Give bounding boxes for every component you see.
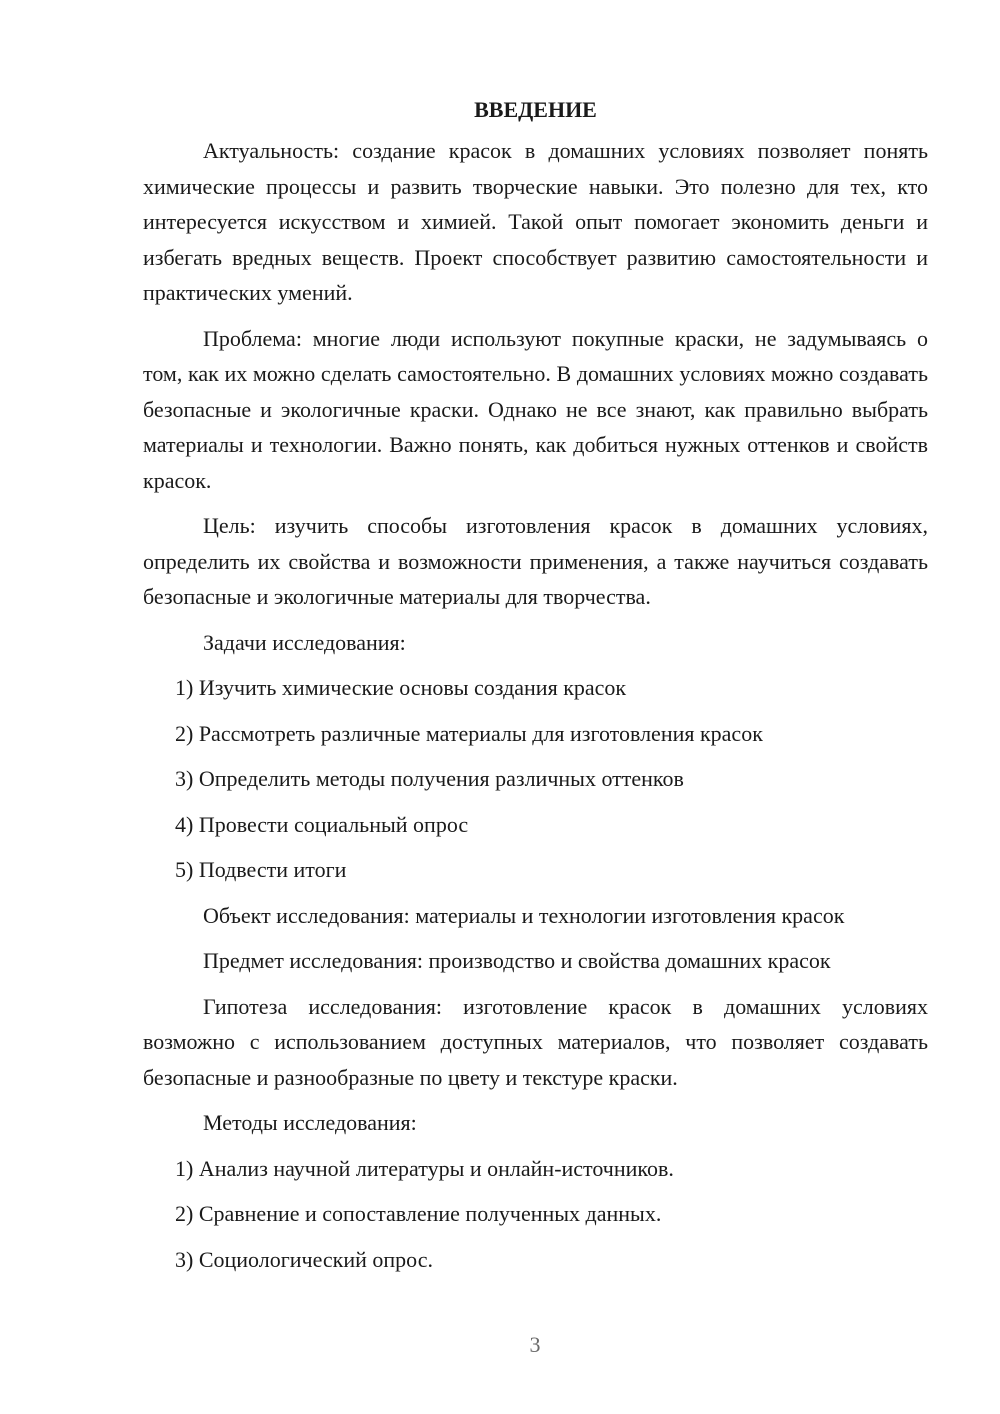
problem-paragraph: Проблема: многие люди используют покупные краски, не задумываясь о том, как их можно сделать самостоятельно. В домашних условиях можно создавать безопасные и экологичные краски. Однако не все знают, как правильно выбрать материалы и технологии. Важно понять, как добиться нужных оттенков и свойств красок. <box>143 325 928 493</box>
object-paragraph: Объект исследования: материалы и технологии изготовления красок <box>203 902 845 928</box>
list-item: 1) Изучить химические основы создания красок <box>175 675 627 700</box>
list-item: 4) Провести социальный опрос <box>175 811 469 837</box>
tasks-list <box>143 670 928 888</box>
methods-heading: Методы исследования: <box>203 1110 417 1135</box>
list-item: 3) Социологический опрос. <box>175 1246 433 1272</box>
methods-list <box>143 1151 928 1278</box>
subject-paragraph: Предмет исследования: производство и свойства домашних красок <box>203 948 831 973</box>
page-title: ВВЕДЕНИЕ <box>474 97 597 122</box>
goal-paragraph: Цель: изучить способы изготовления красок в домашних условиях, определить их свойства и возможности применения, а также научиться создавать безопасные и экологичные материалы для творчества. <box>143 513 928 609</box>
hypothesis-paragraph: Гипотеза исследования: изготовление красок в домашних условиях возможно с использованием доступных материалов, что позволяет создавать безопасные и разнообразные по цвету и текстуре краски. <box>143 993 928 1090</box>
list-item: 5) Подвести итоги <box>175 857 347 882</box>
list-item: 2) Рассмотреть различные материалы для изготовления красок <box>175 720 763 746</box>
list-item: 3) Определить методы получения различных оттенков <box>175 766 684 791</box>
tasks-heading: Задачи исследования: <box>203 629 406 655</box>
document-page <box>143 95 928 1287</box>
relevance-paragraph: Актуальность: создание красок в домашних условиях позволяет понять химические процессы и развить творческие навыки. Это полезно для тех, кто интересуется искусством и химией. Такой опыт помогает экономить деньги и избегать вредных веществ. Проект способствует развитию самостоятельности и практических умений. <box>143 138 928 305</box>
list-item: 1) Анализ научной литературы и онлайн-источников. <box>175 1155 674 1181</box>
list-item: 2) Сравнение и сопоставление полученных данных. <box>175 1201 662 1226</box>
page-number: 3 <box>529 1332 541 1357</box>
